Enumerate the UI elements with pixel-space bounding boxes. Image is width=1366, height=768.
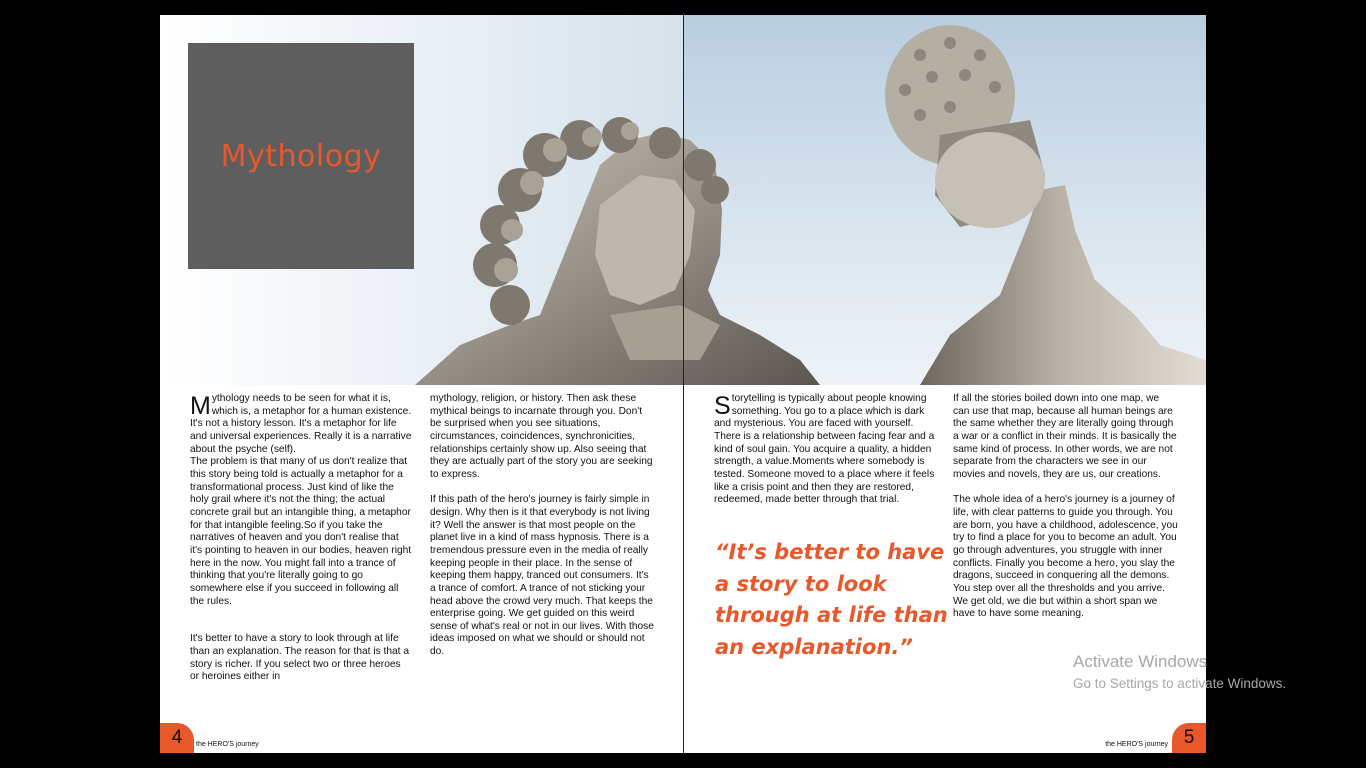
drop-cap: M — [190, 392, 211, 420]
magazine-spread — [160, 15, 1206, 753]
column-text: mythology, religion, or history. Then ask these mythical beings to incarnate through you. Don't be surprised when you see situations, circumstances, coincidences, synchronicities, relationships certainly show up. Also seeing that they are actually part of the story you are seeking to express. If this path of the hero's journey is fairly simple in design. Why then is it that everybody is not living it? Well the answer is that most people on the planet live in a kind of mass hypnosis. There is a tremendous pressure even in the media of really keeping people in their place. In the sense of keeping them happy, tranced out consumers. It's a trance of comfort. A trance of not sticking your head above the crowd very much. That keeps the enterprise going. We get guided on this weird sense of what's real or not in our lives. With those ideas imposed on what we should or should not do. — [430, 393, 654, 658]
column-text: ythology needs to be seen for what it is, which is, a metaphor for a human existence. It's not a history lesson. It's a metaphor for life and universal experiences. Really it is a narrative about the psyche (self). The problem is that many of us don't realize that this story being told is actually a metaphor for a transformational process. Just kind of like the holy grail where it's not the thing; the actual concrete grail but an intangible thing, a metaphor for that intangible feeling.So if you take the narratives of heaven and you don't realise that it's pointing to heaven in our bodies, heaven right here in the now. You might fall into a trance of thinking that you're literally going to go somewhere else if you succeed in following all the rules. It's better to have a story to look through at life than an explanation. The reason for that is that a story is richer. If you select two or three heroes or heroines either in — [190, 393, 412, 683]
column-text: torytelling is typically about people knowing something. You go to a place which is dark and mysterious. You are faced with yourself. There is a relationship between facing fear and a kind of soul gain. You acquire a quality, a hidden strength, a value.Moments where somebody is tested. Someone moved to a place where it feels like a crisis point and then they are restored, redeemed, made better through that trial. — [714, 393, 935, 506]
running-title-left: the HERO'S journey — [196, 741, 259, 748]
activation-watermark — [1073, 652, 1286, 693]
body-column-4 — [953, 393, 1178, 621]
page-number-right: 5 — [1172, 723, 1206, 753]
title-box — [188, 43, 414, 269]
page-number-left: 4 — [160, 723, 194, 753]
pull-quote: “It’s better to have a story to look through at life than an explanation.” — [715, 540, 948, 659]
column-text: If all the stories boiled down into one map, we can use that map, because all human beings are the same whether they are literally going through a war or a conflict in their minds. It is basically the same kind of process. In other words, we are not separate from the characters we see in our movies and novels, they are us, our creations. The whole idea of a hero's journey is a journey of life, with clear patterns to guide you through. You are born, you have a childhood, adolescence, you try to find a place for you to become an adult. You go through adventures, you struggle with inner conflicts. Finally you become a hero, you slay the dragons, succeed in conquering all the demons. You step over all the thresholds and you arrive. We get old, we die but within a short span we have to have some meaning. — [953, 393, 1178, 620]
watermark-subtitle: Go to Settings to activate Windows. — [1073, 676, 1287, 691]
body-column-3 — [714, 393, 939, 507]
page-title: Mythology — [220, 138, 382, 174]
watermark-title: Activate Windows — [1073, 652, 1208, 671]
body-column-2 — [430, 393, 655, 659]
running-title-right: the HERO'S journey — [1105, 741, 1168, 748]
body-column-1 — [190, 393, 412, 684]
page-gutter — [683, 15, 684, 753]
drop-cap: S — [714, 392, 731, 420]
